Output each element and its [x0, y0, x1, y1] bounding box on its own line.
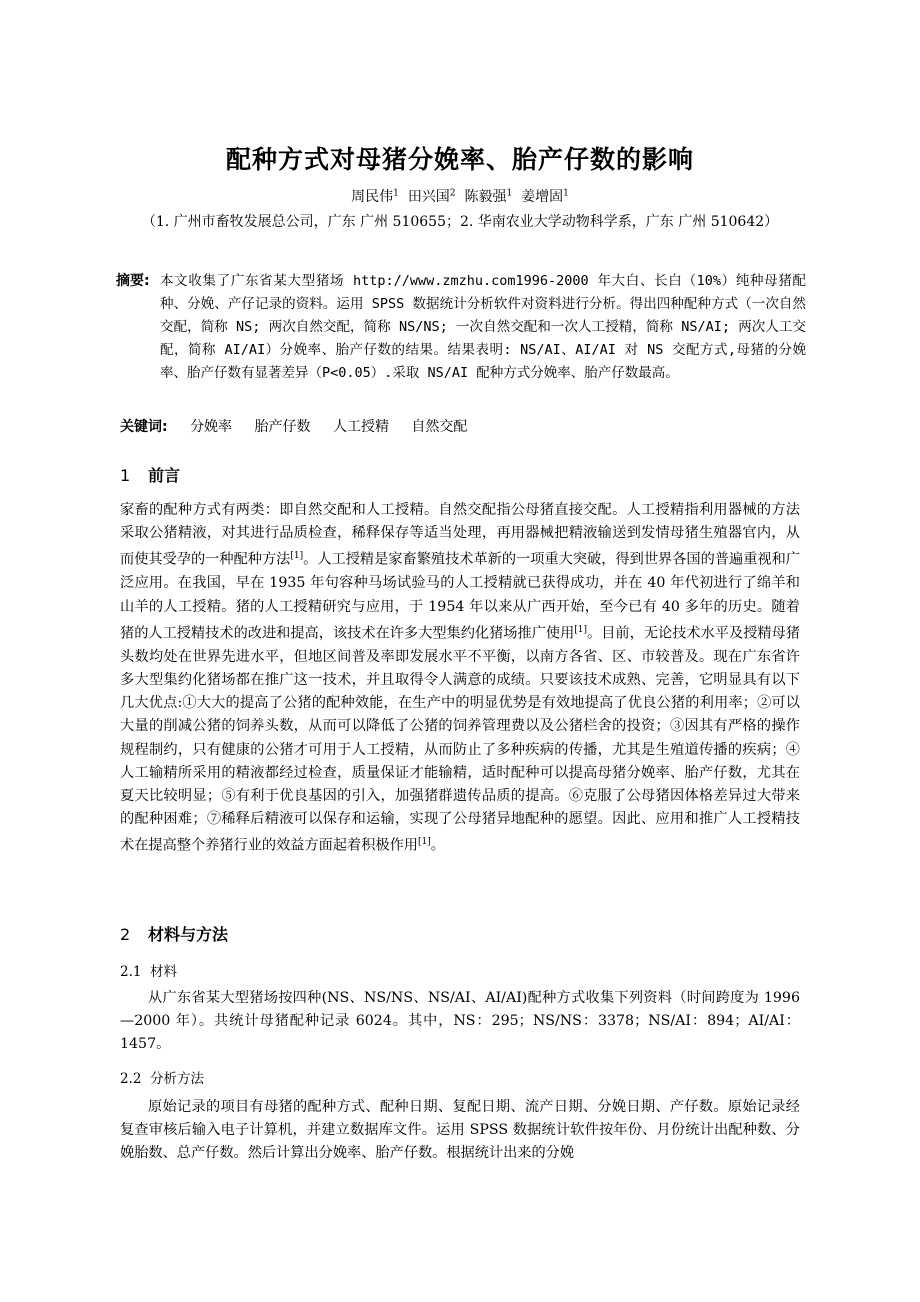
keyword: 自然交配 — [411, 419, 468, 435]
author-affil-mark: 2 — [449, 188, 456, 199]
body-paragraph: 从广东省某大型猪场按四种(NS、NS/NS、NS/AI、AI/AI)配种方式收集下列资料（时间跨度为 1996—2000 年）。共统计母猪配种记录 6024。其中，NS：295；NS/NS：3378；NS/AI：894；AI/AI：1457。 — [120, 990, 800, 1053]
subsection-number: 2.2 — [120, 1071, 142, 1087]
author-affil-mark: 1 — [393, 188, 399, 199]
keyword: 胎产仔数 — [254, 419, 311, 435]
citation: [1] — [290, 551, 304, 562]
section-heading — [120, 463, 180, 486]
paper-title: 配种方式对母猪分娩率、胎产仔数的影响 — [225, 145, 694, 174]
affiliation: （1. 广州市畜牧发展总公司，广东 广州 510655；2. 华南农业大学动物科学系，广东 广州 510642） — [141, 214, 779, 230]
paragraph-text: 。 — [430, 838, 445, 855]
author-affil-mark: 1 — [506, 188, 513, 199]
author-affil-mark: 1 — [563, 188, 569, 199]
abstract — [116, 270, 806, 385]
citation: [1] — [417, 837, 431, 848]
section-number: 1 — [120, 466, 131, 485]
citation: [1] — [574, 624, 588, 635]
section-title: 前言 — [148, 466, 181, 485]
abstract-label: 摘要: — [116, 273, 150, 289]
author-list — [0, 186, 920, 206]
subsection-heading — [120, 1067, 204, 1087]
section-number: 2 — [120, 925, 131, 944]
subsection-heading — [120, 960, 177, 980]
keyword: 人工授精 — [332, 419, 389, 435]
paragraph-text: 。目前，无论技术水平及授精母猪头数均处在世界先进水平，但地区间普及率即发展水平不平衡，以南方各省、区、市较普及。现在广东省许多大型集约化猪场都在推广这一技术，并且取得令人满意的成绩。只要该技术成熟、完善，它明显具有以下几大优点:①大大的提高了公猪的配种效能，在生产中的明显优势是有效地提高了优良公猪的利用率；②可以大量的削减公猪的饲养头数，从而可以降低了公猪的饲养管理费以及公猪栏舍的投资；③因其有严格的操作规程制约，只有健康的公猪才可用于人工授精，从而防止了多种疾病的传播，尤其是生殖道传播的疾病；④人工输精所采用的精液都经过检查，质量保证才能输精，适时配种可以提高母猪分娩率、胎产仔数，尤其在夏天比较明显；⑤有利于优良基因的引入，加强猪群遗传品质的提高。⑥克服了公母猪因体格差异过大带来的配种困难；⑦稀释后精液可以保存和运输，实现了公母猪异地配种的愿望。因此、应用和推广人工授精技术在提高整个养猪行业的效益方面起着积极作用 — [120, 625, 800, 855]
subsection-title: 分析方法 — [150, 1071, 204, 1087]
abstract-text: 本文收集了广东省某大型猪场 http://www.zmzhu.com1996-2000 年大白、长白（10%）纯种母猪配种、分娩、产仔记录的资料。运用 SPSS 数据统计分析软件对资料进行分析。得出四种配种方式（一次自然交配，简称 NS; 两次自然交配，简称 NS/NS; 一次自然交配和一次人工授精，简称 NS/AI; 两次人工交配，简称 AI/AI）分娩率、胎产仔数的结果。结果表明: NS/AI、AI/AI 对 NS 交配方式,母猪的分娩率、胎产仔数有显著差异（P<0.05）.采取 NS/AI 配种方式分娩率、胎产仔数最高。 — [160, 273, 806, 381]
author-name: 田兴国 — [407, 189, 450, 205]
section-title: 材料与方法 — [148, 925, 229, 944]
paragraph-text: 家畜的配种方式有两类：即自然交配和人工授精。自然交配指公母猪直接交配。人工授精指利用器械的方法采取公猪精液，对其进行品质检查，稀释保存等适当处理，再用器械把精液输送到发情母猪生殖器官内，从而使其受孕的一种配种方法 — [120, 502, 800, 569]
author-name: 姜增固 — [521, 189, 564, 205]
body-paragraph: 原始记录的项目有母猪的配种方式、配种日期、复配日期、流产日期、分娩日期、产仔数。原始记录经复查审核后输入电子计算机，并建立数据库文件。运用 SPSS 数据统计软件按年份、月份统计出配种数、分娩胎数、总产仔数。然后计算出分娩率、胎产仔数。根据统计出来的分娩 — [120, 1099, 800, 1162]
keywords-label: 关键词: — [120, 419, 168, 435]
subsection-title: 材料 — [150, 964, 177, 980]
author-name: 陈毅强 — [464, 189, 507, 205]
body-paragraph — [120, 499, 800, 858]
keyword: 分娩率 — [190, 419, 233, 435]
subsection-number: 2.1 — [120, 964, 142, 980]
section-heading — [120, 922, 228, 945]
author-name: 周民伟 — [351, 189, 394, 205]
keywords — [120, 416, 467, 436]
paragraph-text: 。人工授精是家畜繁殖技术革新的一项重大突破，得到世界各国的普遍重视和广泛应用。在我国，早在 1935 年句容种马场试验马的人工授精就已获得成功，并在 40 年代初进行了绵羊和山羊的人工授精。猪的人工授精研究与应用，于 1954 年以来从广西开始，至今已有 40 多年的历史。随着猪的人工授精技术的改进和提高，该技术在许多大型集约化猪场推广使用 — [120, 552, 800, 642]
